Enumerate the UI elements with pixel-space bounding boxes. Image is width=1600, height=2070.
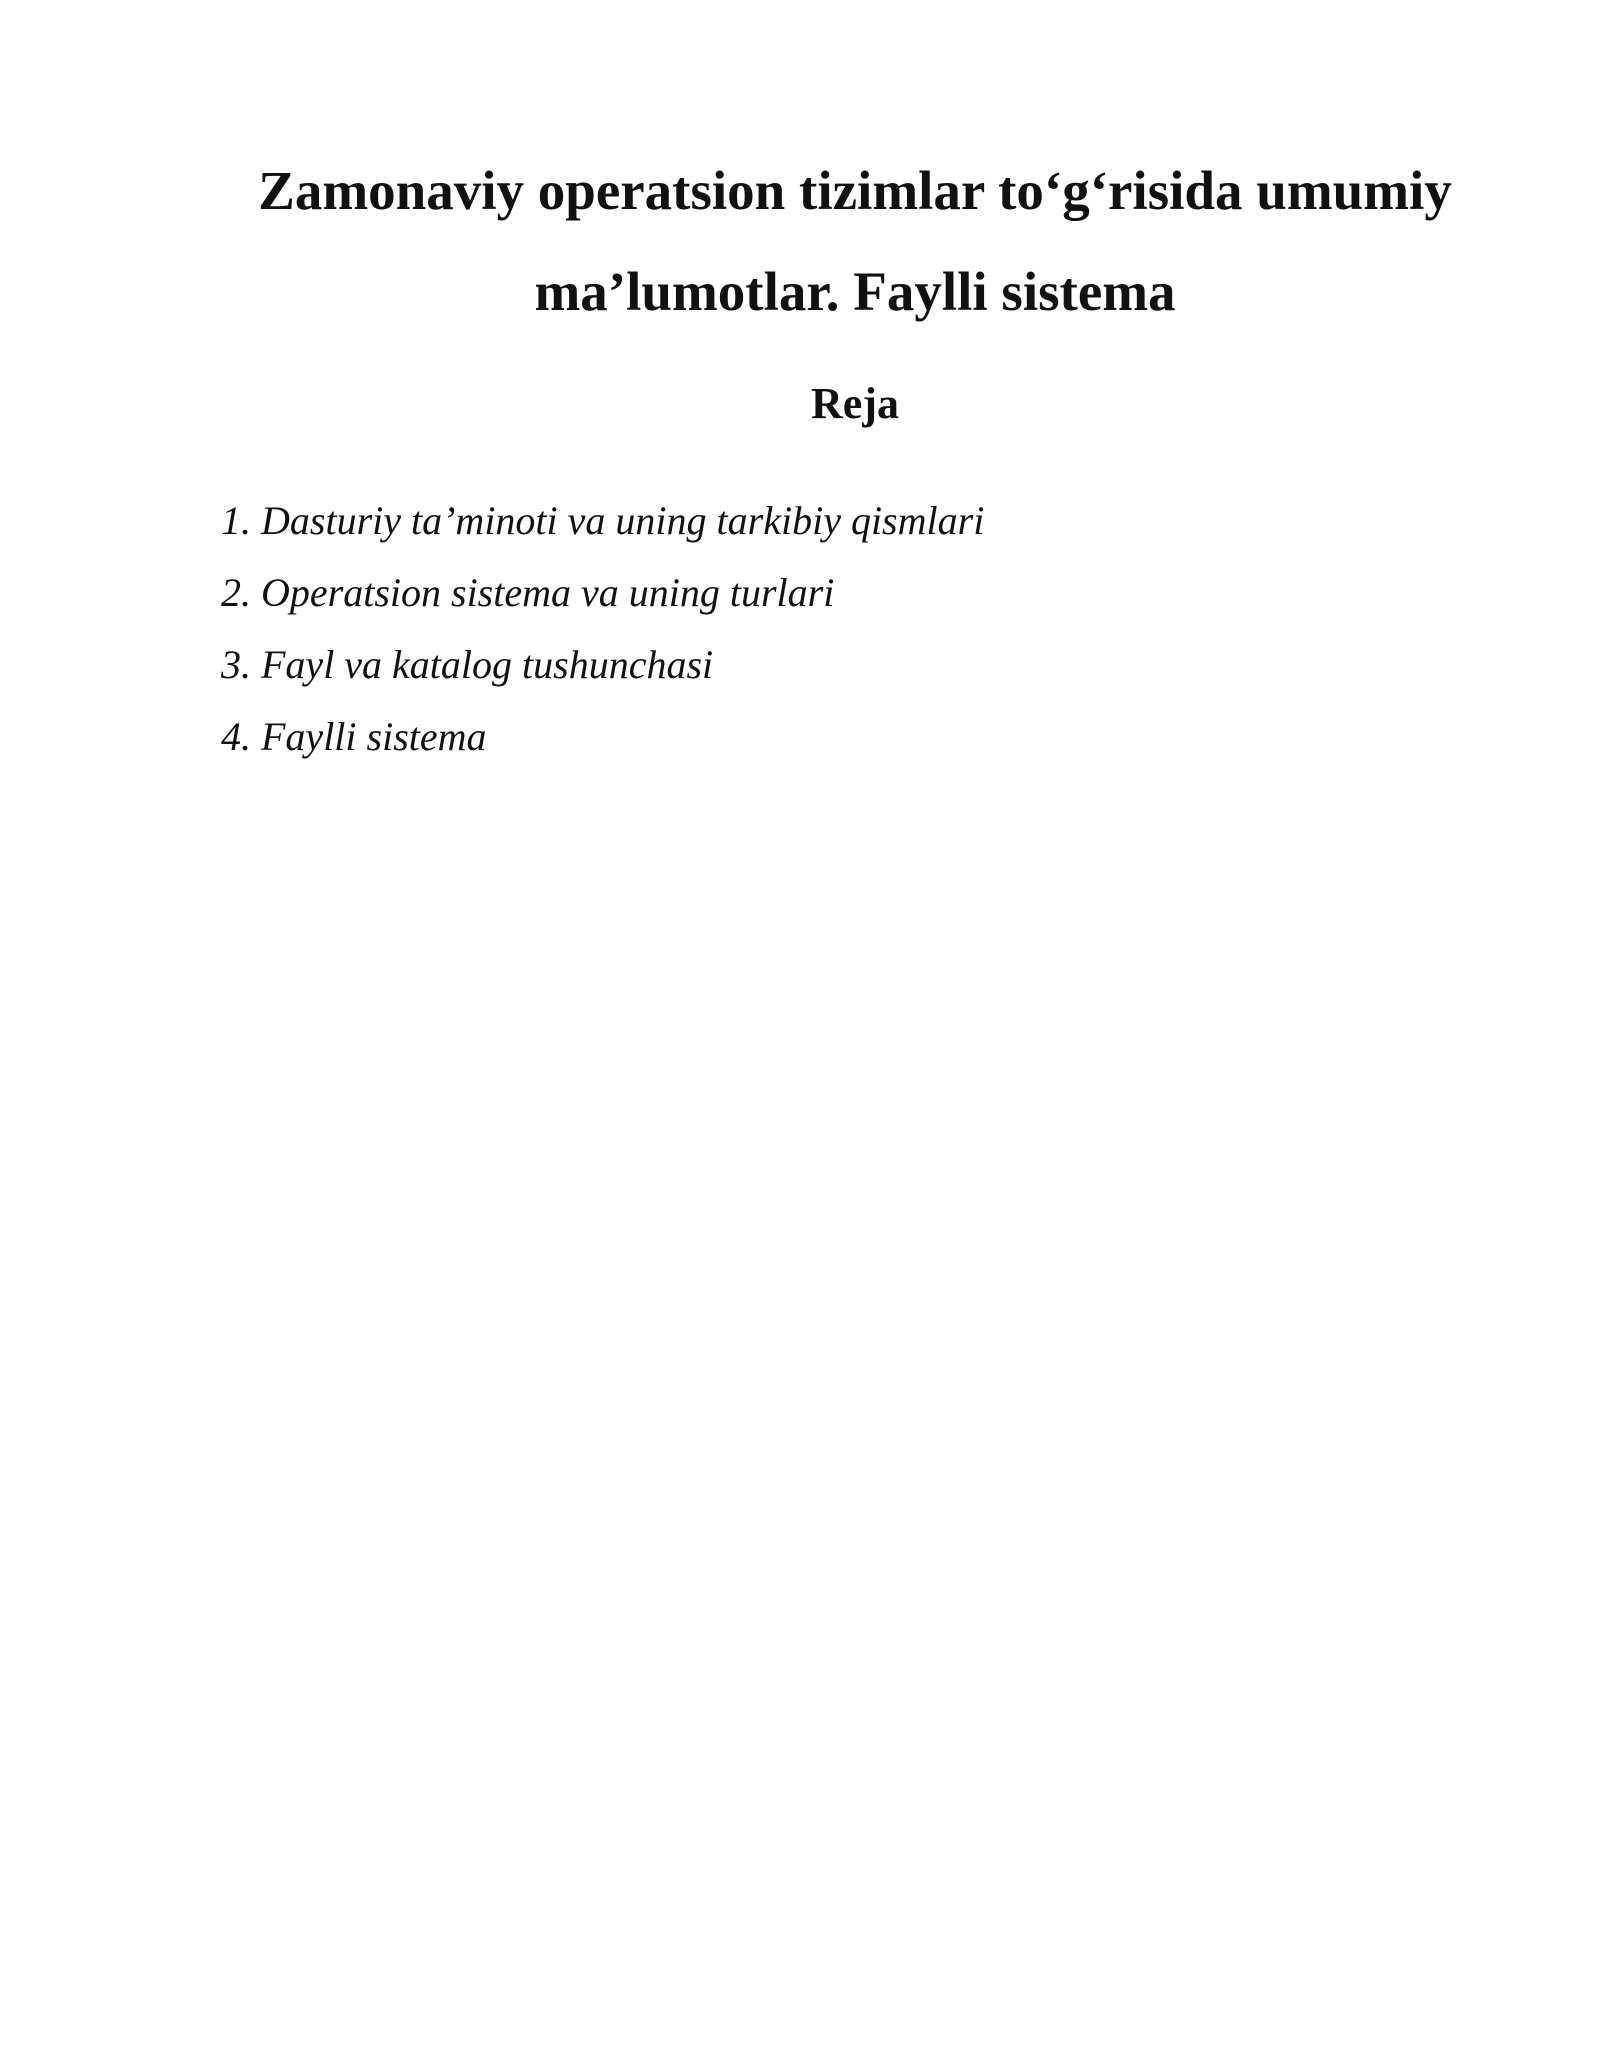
plan-item: 4. Faylli sistema	[221, 714, 487, 759]
title-line-1: Zamonaviy operatsion tizimlar to‘g‘risida umumiy	[258, 160, 1452, 221]
plan-item: 3. Fayl va katalog tushunchasi	[221, 642, 714, 687]
plan-heading: Reja	[811, 379, 899, 428]
plan-list	[221, 485, 984, 773]
title-line-2: ma’lumotlar. Faylli sistema	[534, 261, 1176, 322]
plan-item: 1. Dasturiy ta’minoti va uning tarkibiy qismlari	[221, 498, 985, 543]
document-title	[220, 140, 1490, 342]
plan-item: 2. Operatsion sistema va uning turlari	[221, 570, 835, 615]
